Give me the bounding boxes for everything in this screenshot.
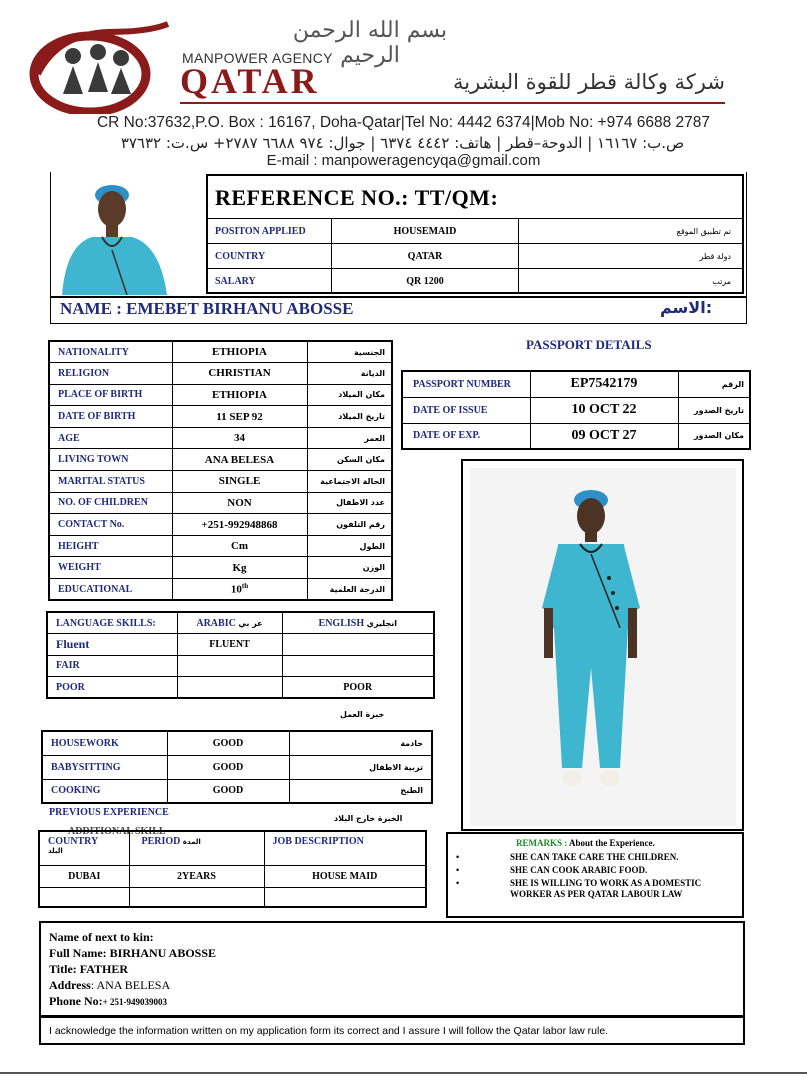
bullet-1: • bbox=[456, 852, 460, 862]
passport-title: PASSPORT DETAILS bbox=[526, 337, 652, 352]
empty-cell bbox=[129, 887, 264, 907]
applicant-name bbox=[60, 299, 353, 319]
remark-item: SHE CAN COOK ARABIC FOOD. bbox=[510, 865, 648, 875]
personal-label: PLACE OF BIRTH bbox=[49, 384, 172, 406]
personal-arabic: رقم التلفون bbox=[307, 514, 392, 536]
kin-title-row bbox=[49, 962, 128, 977]
personal-value-sup: th bbox=[241, 582, 249, 591]
personal-value-text: SINGLE bbox=[218, 475, 261, 488]
skill-label: COOKING bbox=[42, 779, 167, 803]
kin-full-name-label: Full Name: bbox=[49, 946, 107, 960]
personal-arabic: الديانة bbox=[307, 363, 392, 385]
personal-arabic: عدد الاطفال bbox=[307, 492, 392, 514]
personal-label: MARITAL STATUS bbox=[49, 471, 172, 493]
personal-value-text: 10 bbox=[230, 583, 242, 596]
kin-address-row bbox=[49, 978, 170, 993]
table-row bbox=[402, 423, 750, 449]
table-row bbox=[207, 219, 744, 244]
position-arabic: تم تطبيق الموقع bbox=[519, 219, 744, 244]
country-header-text: COUNTRY bbox=[48, 836, 99, 847]
personal-arabic: الحالة الاجتماعية bbox=[307, 471, 392, 493]
remarks-heading bbox=[516, 838, 655, 848]
table-row bbox=[39, 831, 426, 865]
period-header bbox=[129, 831, 264, 865]
personal-arabic: تاريخ الميلاد bbox=[307, 406, 392, 428]
personal-details-table bbox=[48, 340, 393, 601]
applicant-photo-small bbox=[52, 175, 202, 295]
personal-label: LIVING TOWN bbox=[49, 449, 172, 471]
table-row bbox=[49, 406, 392, 428]
personal-arabic: الجنسية bbox=[307, 341, 392, 363]
period-header-arabic: المدة bbox=[182, 838, 201, 846]
personal-label: AGE bbox=[49, 427, 172, 449]
personal-value bbox=[172, 514, 307, 536]
english-col-arabic: انجليزي bbox=[366, 618, 397, 628]
poor-arabic bbox=[177, 677, 282, 699]
salary-label: SALARY bbox=[207, 269, 332, 294]
table-row bbox=[42, 731, 432, 755]
table-row bbox=[49, 514, 392, 536]
personal-value-text: NON bbox=[227, 496, 252, 509]
agency-logo bbox=[28, 14, 178, 114]
personal-value bbox=[172, 384, 307, 406]
language-table bbox=[46, 611, 435, 699]
personal-label: DATE OF BIRTH bbox=[49, 406, 172, 428]
personal-value-text: Cm bbox=[230, 540, 249, 553]
kin-phone-value: + 251-949039003 bbox=[102, 997, 168, 1007]
country-header bbox=[39, 831, 129, 865]
personal-value bbox=[172, 449, 307, 471]
bottom-rule bbox=[0, 1072, 807, 1074]
previous-experience-title: PREVIOUS EXPERIENCE bbox=[49, 807, 169, 818]
personal-label: EDUCATIONAL bbox=[49, 579, 172, 601]
passport-arabic: تاريخ الصدور bbox=[678, 397, 750, 423]
acknowledgement: I acknowledge the information written on my application form its correct and I assure I will follow the Qatar labor law rule. bbox=[39, 1017, 745, 1045]
table-row bbox=[49, 427, 392, 449]
table-row bbox=[47, 634, 434, 656]
fair-label: FAIR bbox=[47, 655, 177, 677]
passport-label: PASSPORT NUMBER bbox=[402, 371, 530, 397]
table-row bbox=[47, 677, 434, 699]
personal-value bbox=[172, 471, 307, 493]
personal-label: WEIGHT bbox=[49, 557, 172, 579]
personal-label: RELIGION bbox=[49, 363, 172, 385]
personal-value-text: Kg bbox=[232, 561, 247, 574]
skill-value: GOOD bbox=[167, 779, 289, 803]
country-value: QATAR bbox=[332, 244, 519, 269]
table-row bbox=[39, 887, 426, 907]
passport-arabic: الرقم bbox=[678, 371, 750, 397]
applicant-photo-full bbox=[470, 468, 736, 826]
bullet-3: • bbox=[456, 878, 460, 888]
fluent-arabic: FLUENT bbox=[177, 634, 282, 656]
skill-arabic: خادمة bbox=[289, 731, 432, 755]
personal-value-text: CHRISTIAN bbox=[208, 367, 271, 380]
agency-subtitle: MANPOWER AGENCY bbox=[182, 50, 333, 66]
table-row bbox=[49, 471, 392, 493]
remark-item: SHE CAN TAKE CARE THE CHILDREN. bbox=[510, 852, 679, 862]
empty-cell bbox=[264, 887, 426, 907]
kin-phone-row bbox=[49, 994, 167, 1009]
kin-full-name bbox=[49, 946, 216, 961]
table-row bbox=[49, 557, 392, 579]
salary-value: QR 1200 bbox=[332, 269, 519, 294]
header-rule bbox=[180, 102, 725, 104]
previous-experience-arabic: الخبرة خارج البلاد bbox=[334, 814, 403, 823]
passport-value: EP7542179 bbox=[530, 371, 678, 397]
passport-label: DATE OF EXP. bbox=[402, 423, 530, 449]
applicant-name-arabic: الاسم: bbox=[660, 298, 713, 317]
passport-arabic: مكان الصدور bbox=[678, 423, 750, 449]
personal-value-text: ETHIOPIA bbox=[211, 388, 267, 401]
work-skills-table bbox=[41, 730, 433, 804]
personal-value bbox=[172, 363, 307, 385]
personal-arabic: مكان السكن bbox=[307, 449, 392, 471]
personal-value-text: ETHIOPIA bbox=[211, 346, 267, 359]
remarks-title: About the Experience. bbox=[569, 838, 655, 848]
kin-title-value: FATHER bbox=[79, 962, 129, 976]
empty-cell bbox=[39, 887, 129, 907]
table-row bbox=[49, 341, 392, 363]
table-row bbox=[402, 371, 750, 397]
period-header-text: PERIOD bbox=[141, 836, 181, 847]
experience-table bbox=[38, 830, 427, 908]
english-col-text: ENGLISH bbox=[318, 617, 365, 629]
kin-address-value: : ANA BELESA bbox=[90, 978, 171, 992]
personal-value bbox=[172, 557, 307, 579]
fluent-label: Fluent bbox=[47, 634, 177, 656]
position-label: POSITON APPLIED bbox=[207, 219, 332, 244]
remarks-label: REMARKS : bbox=[516, 838, 568, 848]
personal-value-text: 11 SEP 92 bbox=[216, 410, 263, 423]
fair-english bbox=[282, 655, 434, 677]
work-experience-arabic-title: خبرة العمل bbox=[340, 710, 385, 719]
kin-address-label: Address bbox=[49, 978, 91, 992]
agency-title-arabic: شركة وكالة قطر للقوة البشرية bbox=[452, 70, 725, 94]
table-row bbox=[47, 655, 434, 677]
skill-label: HOUSEWORK bbox=[42, 731, 167, 755]
passport-table bbox=[401, 370, 751, 450]
country-header-arabic: البلد bbox=[48, 847, 63, 855]
personal-label: NO. OF CHILDREN bbox=[49, 492, 172, 514]
personal-value-text: 34 bbox=[234, 432, 245, 445]
personal-value bbox=[172, 406, 307, 428]
skill-value: GOOD bbox=[167, 755, 289, 779]
table-row bbox=[49, 535, 392, 557]
table-row bbox=[207, 244, 744, 269]
skill-label: BABYSITTING bbox=[42, 755, 167, 779]
language-header-label: LANGUAGE SKILLS: bbox=[47, 612, 177, 634]
kin-title: Name of next to kin: bbox=[49, 930, 154, 944]
position-table bbox=[206, 218, 744, 294]
personal-label: HEIGHT bbox=[49, 535, 172, 557]
passport-value: 10 OCT 22 bbox=[530, 397, 678, 423]
table-row bbox=[49, 449, 392, 471]
contact-line-arabic: ص.ب: ١٦١٦٧ | الدوحة–قطر | هاتف: ٤٤٤٢ ٦٣٧٤ | جوال: ٩٧٤ ٦٦٨٨ ٢٧٨٧+ س.ت: ٣٧٦٣٢ bbox=[120, 134, 685, 152]
arabic-column-header bbox=[177, 612, 282, 634]
fluent-english bbox=[282, 634, 434, 656]
passport-value: 09 OCT 27 bbox=[530, 423, 678, 449]
poor-english: POOR bbox=[282, 677, 434, 699]
skill-arabic: تربية الاطفال bbox=[289, 755, 432, 779]
personal-arabic: العمر bbox=[307, 427, 392, 449]
personal-arabic: الطول bbox=[307, 535, 392, 557]
table-row bbox=[49, 492, 392, 514]
personal-arabic: مكان الميلاد bbox=[307, 384, 392, 406]
remark-item: SHE IS WILLING TO WORK AS A DOMESTIC WORKER AS PER QATAR LABOUR LAW bbox=[510, 878, 702, 899]
contact-line: CR No:37632,P.O. Box : 16167, Doha-Qatar|Tel No: 4442 6374|Mob No: +974 6688 2787 bbox=[96, 114, 711, 131]
table-row bbox=[49, 363, 392, 385]
personal-arabic: الدرجة العلمية bbox=[307, 579, 392, 601]
table-row bbox=[49, 384, 392, 406]
kin-phone-label: Phone No: bbox=[49, 994, 103, 1008]
arabic-col-text: ARABIC bbox=[196, 617, 236, 629]
personal-label: CONTACT No. bbox=[49, 514, 172, 536]
applicant-name-text: NAME : EMEBET BIRHANU ABOSSE bbox=[60, 299, 354, 318]
position-value: HOUSEMAID bbox=[332, 219, 519, 244]
personal-value bbox=[172, 535, 307, 557]
english-column-header bbox=[282, 612, 434, 634]
job-header: JOB DESCRIPTION bbox=[264, 831, 426, 865]
table-row bbox=[49, 579, 392, 601]
personal-value bbox=[172, 492, 307, 514]
personal-value-text: +251-992948868 bbox=[201, 518, 278, 531]
table-row bbox=[42, 779, 432, 803]
kin-title-label: Title: bbox=[49, 962, 77, 976]
agency-title: QATAR bbox=[180, 61, 320, 101]
fair-arabic bbox=[177, 655, 282, 677]
table-row bbox=[47, 612, 434, 634]
arabic-col-arabic: عر بي bbox=[238, 618, 263, 628]
poor-label: POOR bbox=[47, 677, 177, 699]
email-line: E-mail : manpoweragencyqa@gmail.com bbox=[266, 152, 541, 169]
table-row bbox=[42, 755, 432, 779]
table-row bbox=[207, 269, 744, 294]
country-arabic: دولة قطر bbox=[519, 244, 744, 269]
experience-period: 2YEARS bbox=[129, 865, 264, 887]
additional-skill-label: ADDITIONAL SKILL bbox=[68, 826, 166, 837]
bullet-2: • bbox=[456, 865, 460, 875]
kin-full-name-value: BIRHANU ABOSSE bbox=[109, 946, 217, 960]
personal-arabic: الوزن bbox=[307, 557, 392, 579]
personal-value bbox=[172, 579, 307, 601]
skill-value: GOOD bbox=[167, 731, 289, 755]
experience-job: HOUSE MAID bbox=[264, 865, 426, 887]
passport-label: DATE OF ISSUE bbox=[402, 397, 530, 423]
personal-label: NATIONALITY bbox=[49, 341, 172, 363]
personal-value bbox=[172, 427, 307, 449]
experience-country: DUBAI bbox=[39, 865, 129, 887]
basmala-calligraphy: بسم الله الرحمن الرحيم bbox=[292, 18, 448, 68]
personal-value-text: ANA BELESA bbox=[204, 453, 275, 466]
country-label: COUNTRY bbox=[207, 244, 332, 269]
personal-value bbox=[172, 341, 307, 363]
reference-title: REFERENCE NO.: TT/QM: bbox=[215, 185, 499, 210]
salary-arabic: مرتب bbox=[519, 269, 744, 294]
skill-arabic: الطبخ bbox=[289, 779, 432, 803]
table-row bbox=[402, 397, 750, 423]
table-row bbox=[39, 865, 426, 887]
